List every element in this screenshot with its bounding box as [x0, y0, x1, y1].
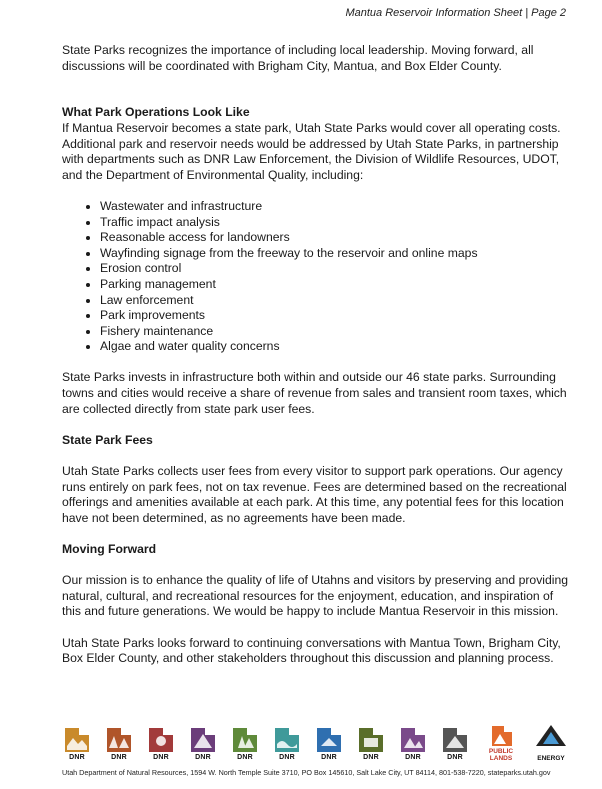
dnr-logo: DNR	[356, 726, 386, 762]
fees-paragraph: Utah State Parks collects user fees from every visitor to support park operations. Our agency runs entirely on park fees, not on tax revenue. Fees are determined based on the recreational offerings and amenities available at each park. At this time, any potential fees for this location have not been determined, as no agreements have been made.	[62, 464, 567, 525]
public-lands-logo: PUBLIC LANDS	[482, 724, 520, 762]
bullet-item: • Traffic impact analysis	[100, 215, 572, 231]
infrastructure-paragraph: State Parks invests in infrastructure both within and outside our 46 state parks. Surrounding towns and cities would receive a share of revenue from sales and transient room taxes, which are collected directly from state park user fees.	[62, 370, 567, 416]
energy-development-logo: ENERGY	[526, 722, 576, 762]
dnr-logo: DNR	[146, 726, 176, 762]
document-body	[62, 43, 572, 682]
dnr-logo: DNR	[104, 726, 134, 762]
dnr-logo: DNR	[314, 726, 344, 762]
dnr-logo: DNR	[230, 726, 260, 762]
bullet-item: • Wastewater and infrastructure	[100, 199, 572, 215]
operations-paragraph: If Mantua Reservoir becomes a state park, Utah State Parks would cover all operating costs. Additional park and reservoir needs would be addressed by Utah State Parks, in partnership with departments such as DNR Law Enforcement, the Division of Wildlife Resources, UDOT, and the Department of Environmental Quality, including:	[62, 120, 561, 182]
dnr-logo: DNR	[62, 726, 92, 762]
bullet-item: • Parking management	[100, 277, 572, 293]
bullet-item: • Algae and water quality concerns	[100, 339, 572, 355]
bullet-item: • Reasonable access for landowners	[100, 230, 572, 246]
bullet-item: • Fishery maintenance	[100, 324, 572, 340]
agency-logo-strip	[62, 722, 582, 762]
dnr-logo: DNR	[398, 726, 428, 762]
footer-address: Utah Department of Natural Resources, 1594 W. North Temple Suite 3710, PO Box 145610, Salt Lake City, UT 84114, 801-538-7220, stateparks.utah.gov	[62, 768, 551, 777]
bullet-item: • Wayfinding signage from the freeway to the reservoir and online maps	[100, 246, 572, 262]
conversations-paragraph: Utah State Parks looks forward to continuing conversations with Mantua Town, Brigham City, Box Elder County, and other stakeholders throughout this discussion and planning process.	[62, 635, 561, 666]
dnr-logo: DNR	[188, 726, 218, 762]
section-heading-fees: State Park Fees	[62, 432, 153, 447]
mission-paragraph: Our mission is to enhance the quality of life of Utahns and visitors by preserving and providing natural, cultural, and recreational resources for the enjoyment, education, and inspiration of this and future generations. We would be happy to include Mantua Reservoir in this mission.	[62, 573, 569, 619]
dnr-logo: DNR	[440, 726, 470, 762]
bullet-item: • Park improvements	[100, 308, 572, 324]
bullet-item: • Law enforcement	[100, 293, 572, 309]
operations-bullet-list	[62, 199, 572, 355]
page-header: Mantua Reservoir Information Sheet | Page 2	[345, 7, 566, 19]
intro-paragraph: State Parks recognizes the importance of including local leadership. Moving forward, all discussions will be coordinated with Brigham City, Mantua, and Box Elder County.	[62, 43, 534, 73]
dnr-logo: DNR	[272, 726, 302, 762]
bullet-item: • Erosion control	[100, 261, 572, 277]
section-heading-operations: What Park Operations Look Like	[62, 105, 250, 120]
section-heading-moving-forward: Moving Forward	[62, 542, 157, 556]
